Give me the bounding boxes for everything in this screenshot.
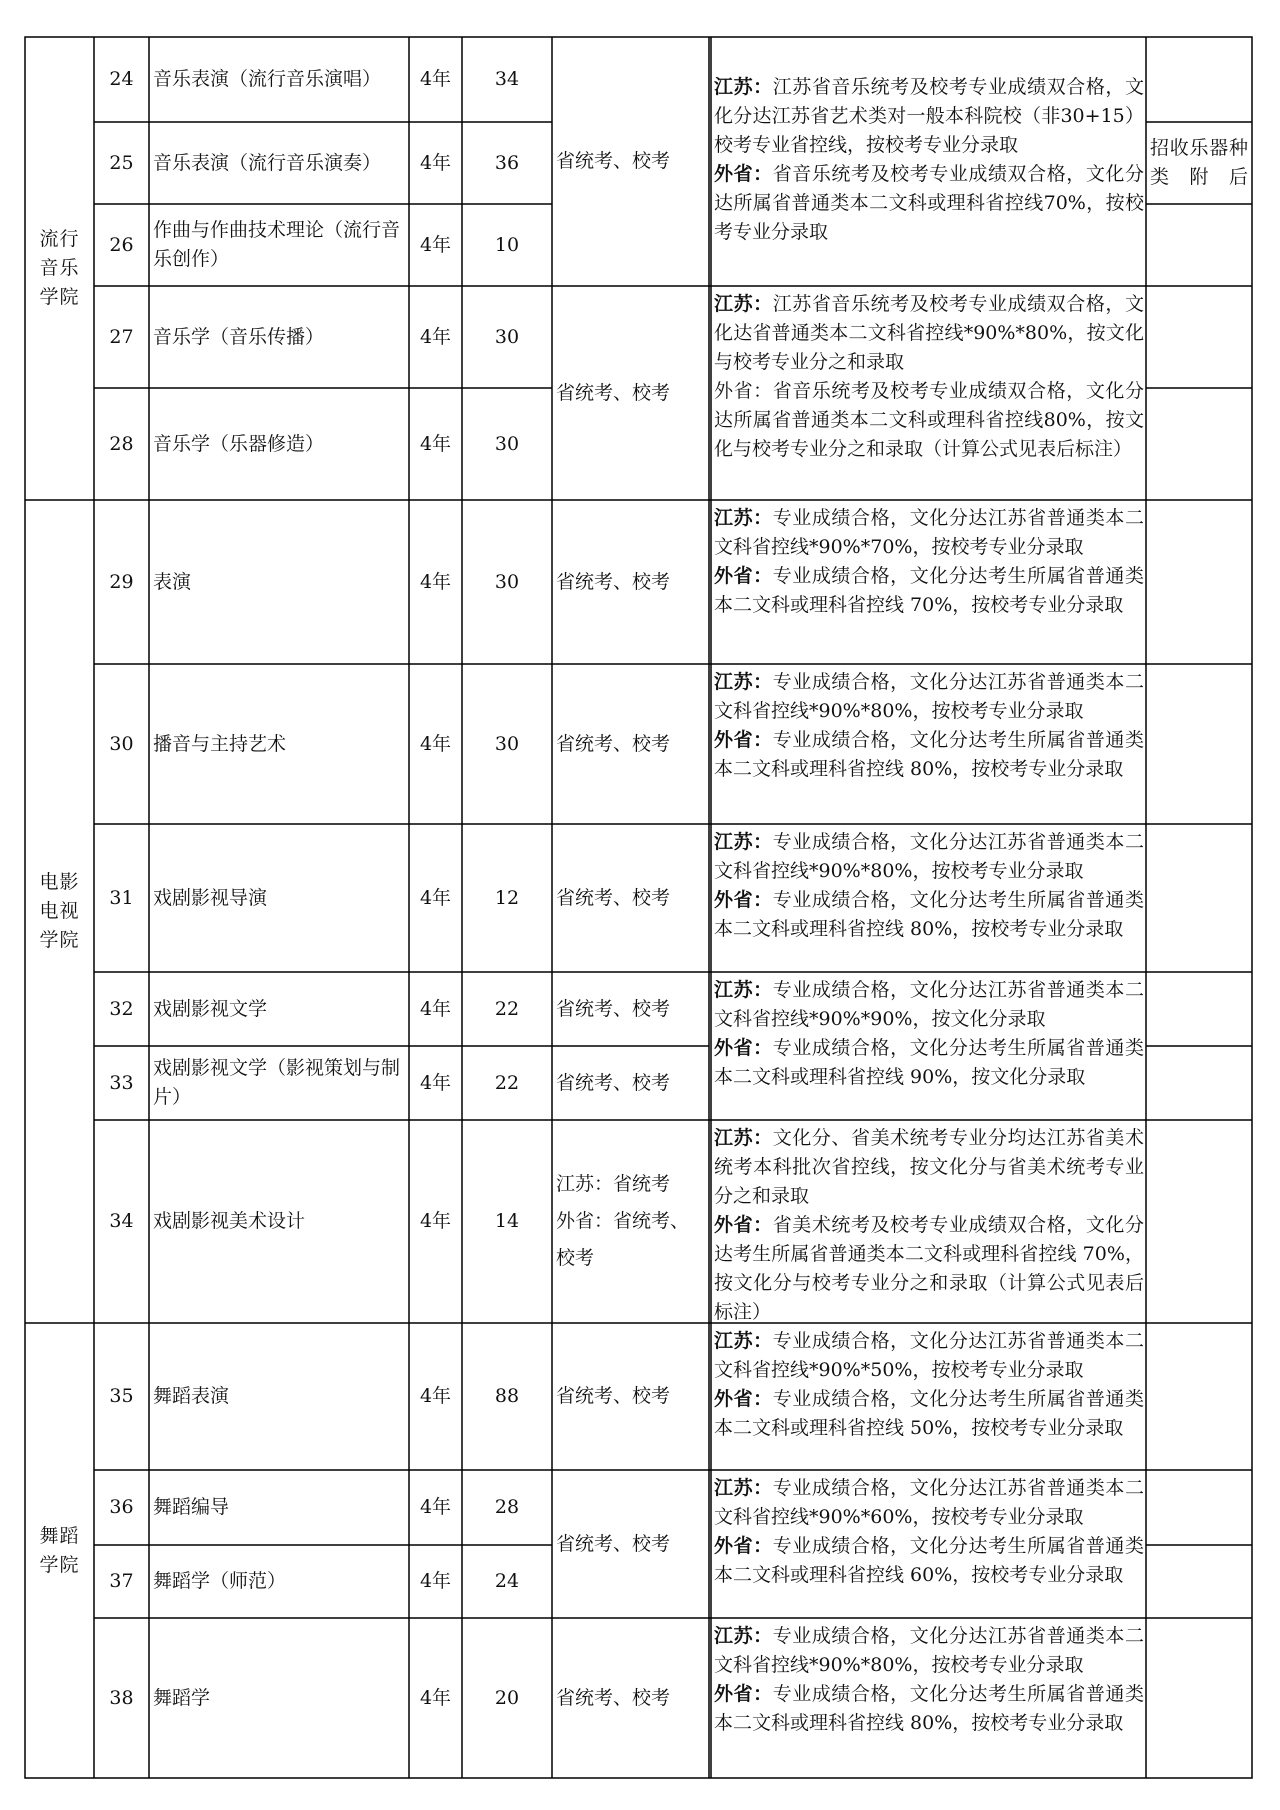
row-number: 35 bbox=[109, 1385, 134, 1407]
major-name: 戏剧影视美术设计 bbox=[153, 1210, 306, 1232]
study-years: 4年 bbox=[419, 325, 452, 348]
major-name: 播音与主持艺术 bbox=[153, 732, 287, 755]
row-number: 26 bbox=[109, 233, 134, 256]
study-years: 4年 bbox=[419, 1496, 452, 1518]
enrollment-quota: 22 bbox=[494, 1071, 520, 1094]
dept-line: 学院 bbox=[39, 286, 80, 308]
enrollment-quota: 30 bbox=[494, 732, 520, 755]
study-years: 4年 bbox=[419, 68, 452, 90]
exam-type: 省统考、校考 bbox=[556, 1686, 671, 1709]
major-name: 表演 bbox=[153, 570, 192, 593]
exam-type bbox=[552, 1120, 709, 1323]
row-number: 30 bbox=[109, 732, 134, 755]
exam-type: 省统考、校考 bbox=[556, 1385, 671, 1407]
dept-dance bbox=[25, 1323, 94, 1778]
enrollment-quota: 30 bbox=[494, 325, 520, 348]
study-years: 4年 bbox=[419, 1686, 452, 1709]
major-name: 舞蹈表演 bbox=[153, 1385, 230, 1407]
enrollment-quota: 24 bbox=[494, 1570, 520, 1592]
enrollment-quota: 10 bbox=[494, 233, 520, 256]
major-name: 音乐学（乐器修造） bbox=[153, 432, 325, 455]
row-number: 32 bbox=[109, 997, 134, 1020]
dept-line: 音乐 bbox=[39, 257, 80, 279]
admission-requirement: 江苏：专业成绩合格，文化分达江苏省普通类本二文科省控线*90%*80%，按校考专业分录取 外省：专业成绩合格，文化分达考生所属省普通类本二文科或理科省控线 80%，按校考专业分录取 bbox=[714, 671, 1144, 780]
study-years: 4年 bbox=[419, 1385, 452, 1407]
study-years: 4年 bbox=[419, 151, 452, 174]
dept-line: 舞蹈 bbox=[39, 1524, 80, 1547]
study-years: 4年 bbox=[419, 233, 452, 256]
exam-type-line: 外省：省统考、校考 bbox=[556, 1210, 690, 1269]
enrollment-quota: 28 bbox=[494, 1496, 520, 1518]
enrollment-quota: 30 bbox=[494, 432, 520, 455]
enrollment-quota: 34 bbox=[494, 68, 520, 90]
row-number: 36 bbox=[109, 1496, 134, 1518]
enrollment-quota: 20 bbox=[494, 1686, 520, 1709]
enrollment-quota: 22 bbox=[494, 997, 520, 1020]
enrollment-quota: 30 bbox=[494, 570, 520, 593]
exam-type: 省统考、校考 bbox=[556, 1071, 671, 1094]
study-years: 4年 bbox=[419, 997, 452, 1020]
major-name: 作曲与作曲技术理论（流行音乐创作） bbox=[153, 219, 401, 270]
row-number: 28 bbox=[109, 432, 134, 455]
major-name: 戏剧影视文学（影视策划与制片） bbox=[153, 1057, 401, 1108]
row-number: 31 bbox=[109, 886, 134, 909]
study-years: 4年 bbox=[419, 570, 452, 593]
row-number: 27 bbox=[109, 325, 134, 348]
dept-line: 学院 bbox=[39, 1553, 80, 1576]
admission-requirement: 江苏：专业成绩合格，文化分达江苏省普通类本二文科省控线*90%*50%，按校考专业分录取 外省：专业成绩合格，文化分达考生所属省普通类本二文科或理科省控线 50%，按校考专业分录取 bbox=[714, 1330, 1144, 1439]
dept-line: 学院 bbox=[39, 929, 80, 951]
admission-requirement: 江苏：专业成绩合格，文化分达江苏省普通类本二文科省控线*90%*70%，按校考专业分录取 外省：专业成绩合格，文化分达考生所属省普通类本二文科或理科省控线 70%，按校考专业分录取 bbox=[714, 507, 1144, 616]
dept-line: 流行 bbox=[39, 228, 80, 250]
row-number: 34 bbox=[109, 1210, 134, 1232]
row-number: 24 bbox=[109, 68, 134, 90]
exam-type: 省统考、校考 bbox=[556, 732, 671, 755]
study-years: 4年 bbox=[419, 1210, 452, 1232]
exam-type: 省统考、校考 bbox=[556, 381, 671, 404]
row-number: 33 bbox=[109, 1071, 134, 1094]
major-name: 戏剧影视文学 bbox=[153, 997, 268, 1020]
enrollment-quota: 12 bbox=[494, 886, 520, 909]
major-name: 舞蹈编导 bbox=[153, 1496, 230, 1518]
exam-type: 省统考、校考 bbox=[556, 1532, 671, 1555]
enrollment-quota: 88 bbox=[494, 1385, 520, 1407]
major-name: 舞蹈学 bbox=[153, 1686, 211, 1709]
exam-type: 省统考、校考 bbox=[556, 570, 671, 593]
exam-type: 省统考、校考 bbox=[556, 997, 671, 1020]
remark-cell bbox=[1146, 122, 1252, 204]
exam-type-line: 江苏：省统考 bbox=[556, 1173, 671, 1195]
dept-film-tv bbox=[25, 500, 94, 1323]
admission-requirement: 江苏：专业成绩合格，文化分达江苏省普通类本二文科省控线*90%*80%，按校考专业分录取 外省：专业成绩合格，文化分达考生所属省普通类本二文科或理科省控线 80%，按校考专业分录取 bbox=[714, 831, 1144, 940]
major-name: 音乐学（音乐传播） bbox=[153, 325, 325, 348]
study-years: 4年 bbox=[419, 732, 452, 755]
major-name: 音乐表演（流行音乐演奏） bbox=[153, 151, 382, 174]
study-years: 4年 bbox=[419, 1071, 452, 1094]
admission-requirement: 江苏：江苏省音乐统考及校考专业成绩双合格，文化分达江苏省艺术类对一般本科院校（非30+15）校考专业省控线，按校考专业分录取 外省：省音乐统考及校考专业成绩双合格，文化分达所属省普通类本二文科或理科省控线70%，按校考专业分录取 bbox=[714, 76, 1144, 243]
row-number: 29 bbox=[109, 570, 134, 593]
row-number: 38 bbox=[109, 1686, 134, 1709]
dept-line: 电影 bbox=[39, 871, 80, 893]
dept-pop-music bbox=[25, 37, 94, 500]
dept-line: 电视 bbox=[39, 900, 80, 922]
major-name: 舞蹈学（师范） bbox=[153, 1570, 287, 1592]
major-name: 戏剧影视导演 bbox=[153, 886, 268, 909]
admission-requirement: 江苏：江苏省音乐统考及校考专业成绩双合格，文化达省普通类本二文科省控线*90%*80%，按文化与校考专业分之和录取 外省：省音乐统考及校考专业成绩双合格，文化分达所属省普通类本二文科或理科省控线80%，按文化与校考专业分之和录取（计算公式见表后标注） bbox=[714, 293, 1144, 460]
exam-type: 省统考、校考 bbox=[556, 886, 671, 909]
row-number: 25 bbox=[109, 151, 134, 174]
exam-type: 省统考、校考 bbox=[556, 150, 671, 172]
remark-text: 招收乐器种类附后 bbox=[1150, 137, 1248, 188]
admission-requirement: 江苏：专业成绩合格，文化分达江苏省普通类本二文科省控线*90%*60%，按校考专业分录取 外省：专业成绩合格，文化分达考生所属省普通类本二文科或理科省控线 60%，按校考专业分录取 bbox=[714, 1477, 1144, 1586]
enrollment-quota: 36 bbox=[494, 151, 520, 174]
enrollment-quota: 14 bbox=[494, 1210, 520, 1232]
study-years: 4年 bbox=[419, 886, 452, 909]
major-name: 音乐表演（流行音乐演唱） bbox=[153, 68, 382, 90]
admission-requirement: 江苏：专业成绩合格，文化分达江苏省普通类本二文科省控线*90%*90%，按文化分录取 外省：专业成绩合格，文化分达考生所属省普通类本二文科或理科省控线 90%，按文化分录取 bbox=[714, 979, 1144, 1088]
admission-requirement: 江苏：文化分、省美术统考专业分均达江苏省美术统考本科批次省控线，按文化分与省美术统考专业分之和录取 外省：省美术统考及校考专业成绩双合格，文化分达考生所属省普通类本二文科或理科省控线 70%，按文化分与校考专业分之和录取（计算公式见表后标注） bbox=[714, 1127, 1144, 1323]
row-number: 37 bbox=[109, 1570, 134, 1592]
study-years: 4年 bbox=[419, 432, 452, 455]
study-years: 4年 bbox=[419, 1570, 452, 1592]
admission-requirement: 江苏：专业成绩合格，文化分达江苏省普通类本二文科省控线*90%*80%，按校考专业分录取 外省：专业成绩合格，文化分达考生所属省普通类本二文科或理科省控线 80%，按校考专业分录取 bbox=[714, 1625, 1144, 1734]
